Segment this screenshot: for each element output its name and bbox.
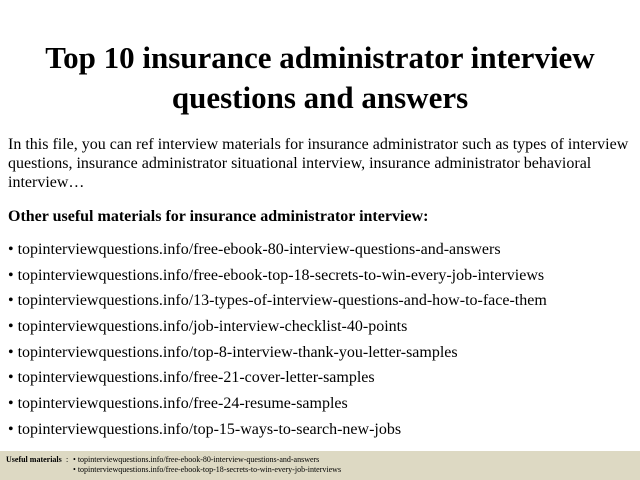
list-item[interactable] (8, 266, 636, 292)
bullet: • (73, 455, 76, 464)
link-text[interactable]: topinterviewquestions.info/13-types-of-interview-questions-and-how-to-face-them (17, 292, 547, 310)
bullet: • (8, 369, 14, 387)
page-title: Top 10 insurance administrator interview questions and answers (45, 40, 595, 115)
footer-label: Useful materials (6, 455, 62, 464)
bullet: • (8, 318, 14, 336)
bullet: • (8, 241, 14, 258)
list-item[interactable] (8, 394, 636, 420)
link-text[interactable]: topinterviewquestions.info/free-21-cover-letter-samples (17, 369, 375, 387)
bullet: • (73, 465, 76, 474)
list-item[interactable] (8, 368, 636, 394)
intro-paragraph: In this file, you can ref interview materials for insurance administrator such as types of interview questions, insurance administrator situational interview, insurance administrator behavioral interview… (8, 136, 629, 191)
bullet: • (8, 266, 14, 284)
list-item[interactable] (8, 317, 636, 343)
materials-link-list (8, 240, 636, 446)
list-item[interactable] (8, 420, 636, 446)
link-text[interactable]: topinterviewquestions.info/free-ebook-top-18-secrets-to-win-every-job-interviews (17, 266, 545, 284)
list-item[interactable] (8, 343, 636, 369)
link-text[interactable]: topinterviewquestions.info/top-8-interview-thank-you-letter-samples (17, 343, 458, 361)
bullet: • (8, 420, 14, 438)
footer-link-text[interactable]: topinterviewquestions.info/free-ebook-80-interview-questions-and-answers (77, 455, 320, 464)
footer-colon: : (66, 455, 69, 464)
bullet: • (8, 343, 14, 361)
footer-link-list (73, 455, 341, 475)
link-text[interactable]: topinterviewquestions.info/free-24-resume-samples (17, 395, 348, 413)
bullet: • (8, 395, 14, 413)
link-text[interactable]: topinterviewquestions.info/job-interview-checklist-40-points (17, 318, 408, 336)
footer-list-item[interactable] (73, 465, 341, 475)
footer-bar (0, 451, 640, 480)
bullet: • (8, 292, 14, 310)
link-text[interactable]: topinterviewquestions.info/top-15-ways-to-search-new-jobs (17, 420, 402, 438)
footer-link-text[interactable]: topinterviewquestions.info/free-ebook-top-18-secrets-to-win-every-job-interviews (77, 465, 342, 474)
link-text[interactable]: topinterviewquestions.info/free-ebook-80-interview-questions-and-answers (17, 241, 501, 258)
materials-heading: Other useful materials for insurance administrator interview: (8, 208, 429, 225)
list-item[interactable] (8, 291, 636, 317)
footer-list-item[interactable] (73, 455, 341, 465)
list-item[interactable] (8, 240, 636, 266)
